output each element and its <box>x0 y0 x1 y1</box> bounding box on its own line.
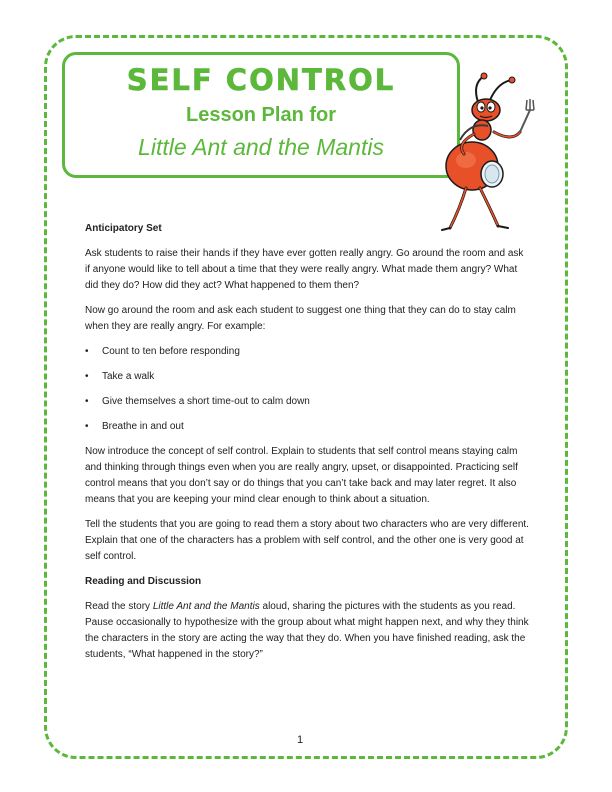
bullet-icon: • <box>85 346 89 357</box>
reading-paragraph-1 <box>85 599 531 663</box>
bullet-icon: • <box>85 421 89 432</box>
list-item <box>85 344 531 360</box>
anticipatory-set-heading: Anticipatory Set <box>85 223 162 234</box>
list-item <box>85 394 531 410</box>
story-title-inline: Little Ant and the Mantis <box>152 601 260 612</box>
calm-strategies-list <box>85 344 531 435</box>
header-box <box>62 52 460 178</box>
reading-text-prefix: Read the story <box>85 601 153 612</box>
list-item <box>85 419 531 435</box>
list-item-text: Take a walk <box>102 371 155 382</box>
ant-character-icon <box>420 70 550 235</box>
anticipatory-paragraph-2: Now go around the room and ask each student to suggest one thing that they can do to stay calm when they are really angry. For example: <box>85 305 516 332</box>
reading-discussion-heading: Reading and Discussion <box>85 576 202 587</box>
reading-text-rest: aloud, sharing the pictures with the students as you read. Pause occasionally to hypothesize with the group about what might happen next, and why they think the characters in the story are acting the way that they do. When you have finished reading, ask the students, “What happened in the story?” <box>85 601 529 660</box>
list-item-text: Breathe in and out <box>102 421 184 432</box>
book-title: Little Ant and the Mantis <box>138 134 384 160</box>
list-item <box>85 369 531 385</box>
anticipatory-paragraph-1: Ask students to raise their hands if they have ever gotten really angry. Go around the room and ask if anyone would like to tell about a time that they were really angry. What made them angry? What did they do? How did they act? What happened to them then? <box>85 248 524 291</box>
page-number: 1 <box>296 734 304 746</box>
page-title: SELF CONTROL <box>126 63 396 97</box>
anticipatory-paragraph-4: Tell the students that you are going to read them a story about two characters who are very different. Explain that one of the characters has a problem with self control, and the other one is very good at self control. <box>85 519 529 562</box>
lesson-plan-subtitle: Lesson Plan for <box>185 104 337 126</box>
bullet-icon: • <box>85 396 89 407</box>
anticipatory-paragraph-3: Now introduce the concept of self control. Explain to students that self control means staying calm and thinking through things even when you are really angry, upset, or disappointed. Practicing self control means that you don’t say or do things that you can’t take back and may later regret. It also means that you are keeping your mind clear enough to think about a situation. <box>85 446 518 505</box>
lesson-content <box>85 221 531 672</box>
list-item-text: Give themselves a short time-out to calm down <box>102 396 310 407</box>
bullet-icon: • <box>85 371 89 382</box>
list-item-text: Count to ten before responding <box>102 346 240 357</box>
